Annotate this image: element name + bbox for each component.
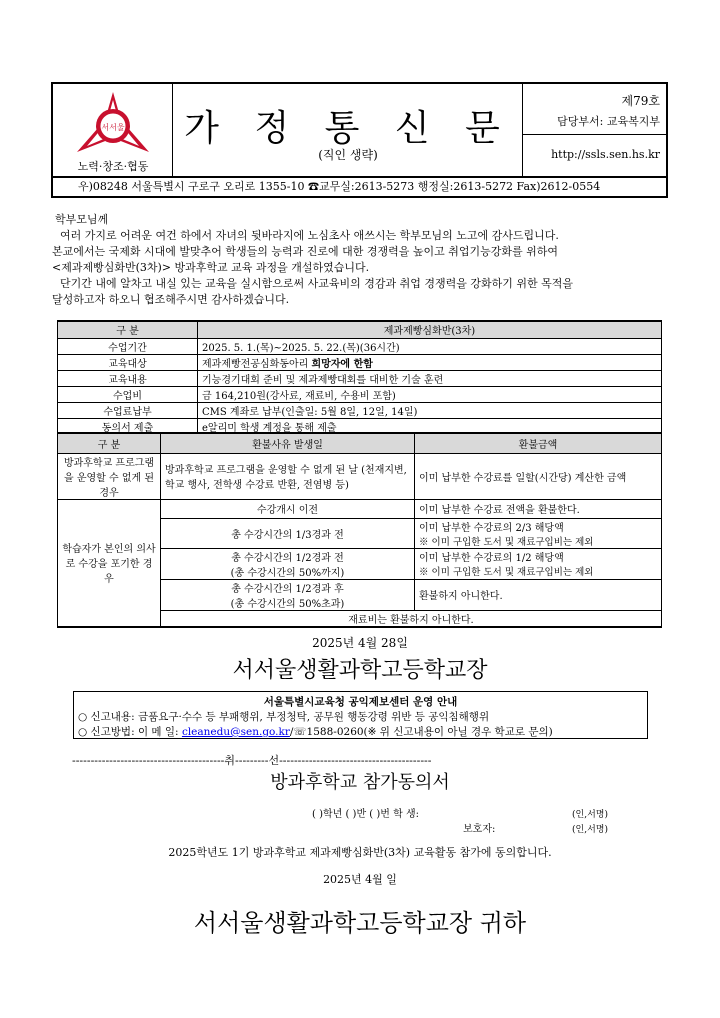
course-label: 수업료납부 [58,402,198,418]
department: 담당부서: 교육복지부 [557,115,660,128]
refund-row2c-amount-line2: ※ 이미 구입한 도서 및 재료구입비는 제외 [419,567,594,578]
refund-row2b-amount [415,518,662,548]
refund-row2d-reason-line2: (총 수강시간의 50%초과) [230,598,345,610]
body-line-5: 달성하고자 하오니 협조해주시면 감사하겠습니다. [52,293,290,306]
refund-row2c-amount [415,548,662,579]
report-method [74,724,647,739]
refund-row2a-amount: 이미 납부한 수강료 전액을 환불한다. [415,499,662,518]
consent-parent-line: 보호자: [463,824,496,835]
report-center-box [73,691,648,739]
logo-cell [53,84,173,176]
refund-row2d-reason-line1: 총 수강시간의 1/2경과 후 [231,583,344,595]
report-email-link[interactable]: cleanedu@sen.go.kr [181,726,290,738]
refund-row1-reason: 방과후학교 프로그램을 운영할 수 없게 된 날 (천재지변, 학교 행사, 전학생 수강료 반환, 전염병 등) [161,453,415,499]
body-line-3: <제과제빵심화반(3차)> 방과후학교 교육 과정을 개설하였습니다. [52,261,370,274]
report-content: ○ 신고내용: 금품요구·수수 등 부패행위, 부정청탁, 공무원 행동강령 위반 등 공익침해행위 [78,711,490,723]
school-motto: 노력·창조·협동 [77,160,149,173]
refund-row2c-reason [161,548,415,579]
address-bar: 우)08248 서울특별시 구로구 오리로 1355-10 ☎교무실:2613-5273 행정실:2613-5272 Fax)2612-0554 [51,178,668,198]
refund-row1-label: 방과후학교 프로그램을 운영할 수 없게 된 경우 [58,453,161,499]
course-value [198,354,662,370]
course-label: 수업기간 [58,338,198,354]
course-label: 교육대상 [58,354,198,370]
consent-student-sign: (인,서명) [572,810,608,820]
cut-line: -----------------------------------------취---------선----------------------------------------- [72,754,432,767]
consent-date: 2025년 4월 일 [323,873,397,886]
course-header-category: 구 분 [58,321,198,338]
greeting: 학부모님께 [55,213,109,226]
refund-header-category: 구 분 [58,433,161,453]
body-line-2: 본교에서는 국제화 시대에 발맞추어 학생들의 능력과 진로에 대한 경쟁력을 높이고 취업기능강화를 위하여 [52,245,559,258]
body-line-1: 여러 가지로 어려운 여건 하에서 자녀의 뒷바라지에 노심초사 애쓰시는 학부모님의 노고에 감사드립니다. [60,229,559,242]
consent-statement: 2025학년도 1기 방과후학교 제과제빵심화반(3차) 교육활동 참가에 동의합니다. [168,846,552,859]
course-header-name: 제과제빵심화반(3차) [198,321,662,338]
consent-parent-sign: (인,서명) [572,825,608,835]
consent-title: 방과후학교 참가동의서 [270,772,450,793]
refund-row2c-amount-line1: 이미 납부한 수강료의 1/2 해당액 [419,553,564,564]
course-label: 동의서 제출 [58,418,198,435]
refund-row1-amount: 이미 납부한 수강료를 일할(시간당) 계산한 금액 [415,453,662,499]
page-subtitle: (직인 생략) [318,148,378,162]
school-logo-icon [69,90,157,158]
refund-row2a-reason: 수강개시 이전 [161,499,415,518]
course-target-bold: 희망자에 한함 [311,358,373,370]
course-value: 2025. 5. 1.(목)~2025. 5. 22.(목)(36시간) [198,338,662,354]
notice-date: 2025년 4월 28일 [312,636,408,650]
course-value: e알리미 학생 계정을 통해 제출 [198,418,662,435]
refund-table [57,432,662,628]
course-value: CMS 계좌로 납부(인출일: 5월 8일, 12일, 14일) [198,402,662,418]
refund-row2c-reason-line1: 총 수강시간의 1/2경과 전 [231,552,344,564]
course-label: 교육내용 [58,370,198,386]
page-title: 가 정 통 신 문 [184,108,512,149]
divider [523,134,666,135]
refund-header-amount: 환불금액 [415,433,662,453]
refund-row2c-reason-line2: (총 수강시간의 50%까지) [230,567,345,579]
course-target-text: 제과제빵전공심화동아리 [202,358,312,370]
refund-row2d-amount: 환불하지 아니한다. [415,579,662,610]
report-method-suffix: /☏1588-0260(※ 위 신고내용이 아닐 경우 학교로 문의) [289,726,553,738]
course-info-table [57,320,662,436]
refund-row2b-reason: 총 수강시간의 1/3경과 전 [161,518,415,548]
refund-row2-label: 학습자가 본인의 의사로 수강을 포기한 경우 [58,499,161,627]
report-title: 서울특별시교육청 공익제보센터 운영 안내 [263,696,458,708]
course-value: 기능경기대회 준비 및 제과제빵대회를 대비한 기술 훈련 [198,370,662,386]
logo-text: 서서울 [101,123,125,132]
course-label: 수업비 [58,386,198,402]
consent-student-line: ( )학년 ( )반 ( )번 학 생: [312,809,419,820]
refund-row2b-amount-line1: 이미 납부한 수강료의 2/3 해당액 [419,522,564,534]
school-name: 서서울생활과학고등학교장 [232,658,488,683]
consent-recipient: 서서울생활과학고등학교장 귀하 [193,909,527,937]
refund-note: 재료비는 환불하지 아니한다. [161,610,662,627]
title-cell [173,84,523,176]
body-line-4: 단기간 내에 알차고 내실 있는 교육을 실시함으로써 사교육비의 경감과 취업 경쟁력을 강화하기 위한 목적을 [60,277,573,290]
newsletter-header [51,82,668,178]
refund-header-reason: 환불사유 발생일 [161,433,415,453]
course-value: 금 164,210원(강사료, 재료비, 수용비 포함) [198,386,662,402]
refund-row2d-reason [161,579,415,610]
info-cell [523,84,666,176]
issue-number: 제79호 [621,94,660,108]
school-url[interactable]: http://ssls.sen.hs.kr [551,148,660,161]
report-method-prefix: ○ 신고방법: 이 메 일: [78,726,182,738]
refund-row2b-amount-line2: ※ 이미 구입한 도서 및 재료구입비는 제외 [419,536,594,548]
